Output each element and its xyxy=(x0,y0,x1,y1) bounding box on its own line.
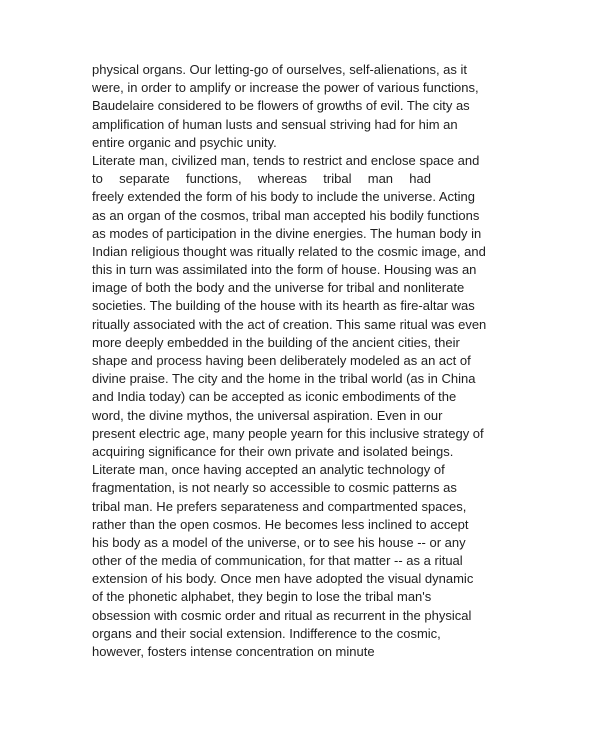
text-line: obsession with cosmic order and ritual as recurrent in the physical xyxy=(92,607,472,623)
text-line: societies. The building of the house with its hearth as fire-altar was xyxy=(92,298,475,314)
text-line: freely extended the form of his body to include the universe. Acting xyxy=(92,189,476,205)
text-line: entire organic and psychic unity. xyxy=(92,134,277,150)
text-line: Indian religious thought was ritually related to the cosmic image, and xyxy=(92,243,486,259)
text-line: to separate functions, whereas tribal man had xyxy=(92,171,431,187)
text-line: fragmentation, is not nearly so accessible to cosmic patterns as xyxy=(92,480,457,496)
text-line: Baudelaire considered to be flowers of growths of evil. The city as xyxy=(92,98,470,114)
text-line: rather than the open cosmos. He becomes less inclined to accept xyxy=(92,516,469,532)
text-line: extension of his body. Once men have adopted the visual dynamic xyxy=(92,571,474,587)
text-line: shape and process having been deliberately modeled as an act of xyxy=(92,353,471,368)
text-line: tribal man. He prefers separateness and compartmented spaces, xyxy=(92,498,467,514)
text-line: and India today) can be accepted as iconic embodiments of the xyxy=(92,389,457,405)
text-line: his body as a model of the universe, or to see his house -- or any xyxy=(92,534,466,550)
text-line: Literate man, once having accepted an analytic technology of xyxy=(92,462,445,478)
text-line: more deeply embedded in the building of the ancient cities, their xyxy=(92,334,460,350)
text-line: as modes of participation in the divine energies. The human body in xyxy=(92,225,482,241)
text-line: divine praise. The city and the home in the tribal world (as in China xyxy=(92,371,476,387)
text-line: ritually associated with the act of creation. This same ritual was even xyxy=(92,316,487,332)
text-line: acquiring significance for their own private and isolated beings. xyxy=(92,443,454,459)
text-line: physical organs. Our letting-go of ourselves, self-alienations, as it xyxy=(92,62,468,77)
text-line: image of both the body and the universe for tribal and nonliterate xyxy=(92,280,465,296)
text-line: Literate man, civilized man, tends to restrict and enclose space and xyxy=(92,152,480,168)
text-line: as an organ of the cosmos, tribal man accepted his bodily functions xyxy=(92,207,480,223)
text-line: present electric age, many people yearn for this inclusive strategy of xyxy=(92,425,484,441)
text-line: organs and their social extension. Indifference to the cosmic, xyxy=(92,625,441,641)
text-line: however, fosters intense concentration on minute xyxy=(92,644,375,659)
text-line: amplification of human lusts and sensual striving had for him an xyxy=(92,116,458,132)
text-line: were, in order to amplify or increase the power of various functions, xyxy=(92,80,479,96)
text-line: this in turn was assimilated into the form of house. Housing was an xyxy=(92,262,477,278)
text-line: other of the media of communication, for that matter -- as a ritual xyxy=(92,553,463,569)
text-line: of the phonetic alphabet, they begin to lose the tribal man's xyxy=(92,589,432,605)
text-line: word, the divine mythos, the universal aspiration. Even in our xyxy=(92,407,443,423)
page-text-block xyxy=(92,61,516,661)
